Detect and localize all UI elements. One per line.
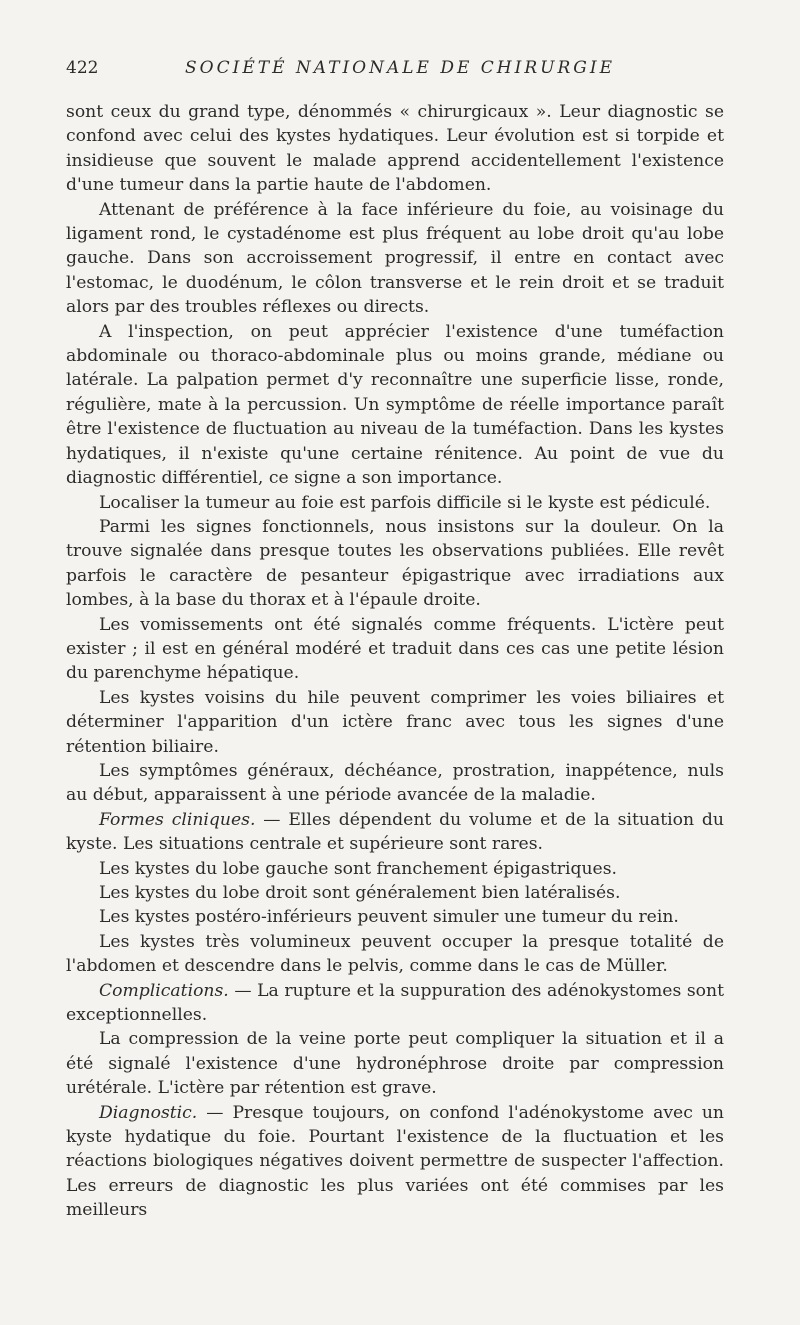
paragraph bbox=[66, 905, 724, 929]
paragraph-text: Attenant de préférence à la face inférieure du foie, au voisinage du ligament rond, le cystadénome est plus fréquent au lobe droit qu'au lobe gauche. Dans son accroissement progressif, il entre en contact avec l'estomac, le duodénum, le côlon transverse et le rein droit et se traduit alors par des troubles réflexes ou directs. bbox=[66, 199, 724, 318]
paragraph bbox=[66, 759, 724, 808]
paragraph-text: — Presque toujours, on confond l'adénokystome avec un kyste hydatique du foie. Pourtant l'existence de la fluctuation et les réactions biologiques négatives doivent permettre de suspecter l'affection. Les erreurs de diagnostic les plus variées ont été commises par les meilleurs bbox=[66, 1102, 724, 1221]
section-runin-heading: Formes cliniques. bbox=[99, 809, 256, 830]
paragraph-text: Les kystes très volumineux peuvent occuper la presque totalité de l'abdomen et descendre dans le pelvis, comme dans le cas de Müller. bbox=[66, 931, 724, 977]
section-runin-heading: Diagnostic. bbox=[99, 1102, 198, 1123]
paragraph-text: Les symptômes généraux, déchéance, prostration, inappétence, nuls au début, apparaissent à une période avancée de la maladie. bbox=[66, 760, 724, 806]
paragraph-text: — La rupture et la suppuration des adénokystomes sont exceptionnelles. bbox=[66, 980, 724, 1026]
paragraph bbox=[66, 1027, 724, 1100]
paragraph bbox=[66, 100, 724, 198]
paragraph-text: Localiser la tumeur au foie est parfois difficile si le kyste est pédiculé. bbox=[99, 492, 711, 513]
paragraph-text: Les kystes postéro-inférieurs peuvent simuler une tumeur du rein. bbox=[99, 907, 679, 928]
paragraph bbox=[66, 320, 724, 491]
paragraph bbox=[66, 1101, 724, 1223]
paragraph-text: A l'inspection, on peut apprécier l'existence d'une tuméfaction abdominale ou thoraco-abdominale plus ou moins grande, médiane ou latérale. La palpation permet d'y reconnaître une superficie lisse, ronde, régulière, mate à la percussion. Un symptôme de réelle importance paraît être l'existence de fluctuation au niveau de la tuméfaction. Dans les kystes hydatiques, il n'existe qu'une certaine rénitence. Au point de vue du diagnostic différentiel, ce signe a son importance. bbox=[66, 321, 724, 489]
running-title: SOCIÉTÉ NATIONALE DE CHIRURGIE bbox=[185, 58, 615, 78]
paragraph-text: sont ceux du grand type, dénommés « chirurgicaux ». Leur diagnostic se confond avec celui des kystes hydatiques. Leur évolution est si torpide et insidieuse que souvent le malade apprend accidentellement l'existence d'une tumeur dans la partie haute de l'abdomen. bbox=[66, 102, 724, 196]
page-header bbox=[66, 58, 734, 86]
paragraph-text: Les vomissements ont été signalés comme fréquents. L'ictère peut exister ; il est en général modéré et traduit dans ces cas une petite lésion du parenchyme hépatique. bbox=[66, 614, 724, 684]
paragraph-text: Les kystes du lobe gauche sont franchement épigastriques. bbox=[99, 858, 618, 879]
body-text bbox=[66, 100, 724, 1223]
paragraph bbox=[66, 198, 724, 320]
paragraph-text: Les kystes du lobe droit sont généralement bien latéralisés. bbox=[99, 883, 621, 903]
paragraph-text: — Elles dépendent du volume et de la situation du kyste. Les situations centrale et supérieure sont rares. bbox=[66, 809, 724, 855]
paragraph bbox=[66, 808, 724, 857]
paragraph bbox=[66, 613, 724, 686]
paragraph bbox=[66, 930, 724, 979]
paragraph-text: Parmi les signes fonctionnels, nous insistons sur la douleur. On la trouve signalée dans presque toutes les observations publiées. Elle revêt parfois le caractère de pesanteur épigastrique avec irradiations aux lombes, à la base du thorax et à l'épaule droite. bbox=[66, 516, 724, 611]
paragraph bbox=[66, 979, 724, 1028]
page-number: 422 bbox=[66, 58, 99, 78]
paragraph bbox=[66, 857, 724, 881]
paragraph bbox=[66, 515, 724, 613]
section-runin-heading: Complications. bbox=[99, 980, 229, 1001]
paragraph-text: La compression de la veine porte peut compliquer la situation et il a été signalé l'existence d'une hydronéphrose droite par compression urétérale. L'ictère par rétention est grave. bbox=[66, 1029, 724, 1099]
paragraph-text: Les kystes voisins du hile peuvent comprimer les voies biliaires et déterminer l'apparition d'un ictère franc avec tous les signes d'une rétention biliaire. bbox=[66, 687, 724, 757]
paragraph bbox=[66, 881, 724, 905]
paragraph bbox=[66, 686, 724, 759]
paragraph bbox=[66, 491, 724, 515]
